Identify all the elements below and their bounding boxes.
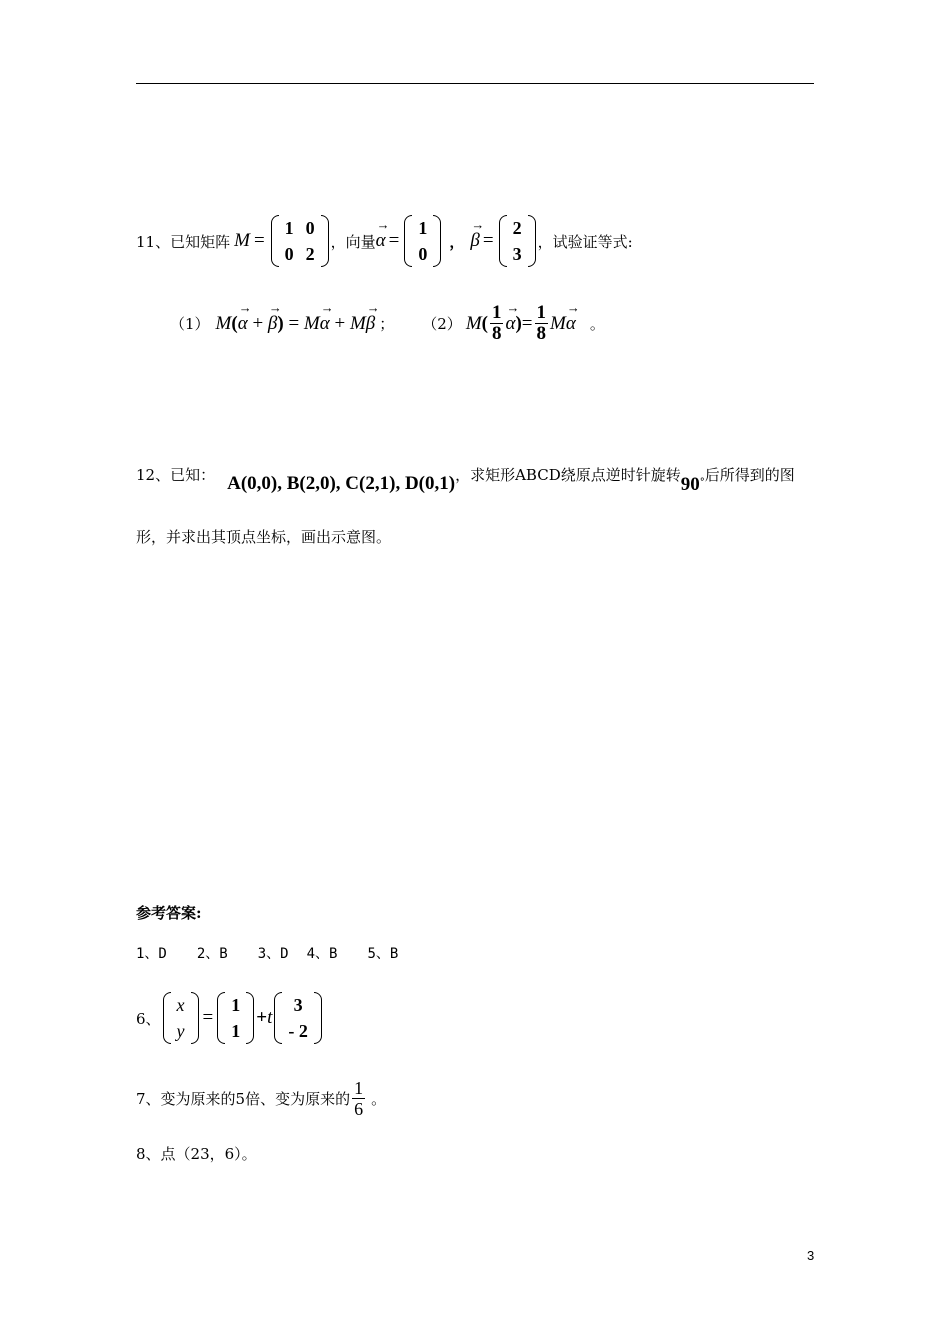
answer-5: 5、B — [367, 946, 399, 962]
problem-12-text2: ，求矩形ABCD绕原点逆时针旋转 — [455, 465, 681, 484]
matrix-m: 1 0 0 2 — [271, 215, 329, 267]
answer-6-point: 1 1 — [217, 992, 254, 1044]
problem-11: 11、 已知矩阵 M = 1 0 0 2 ，向量 → α = 1 0 ， → β = 2 3 ，试验证等式: — [136, 215, 633, 267]
part-1-label: （1） — [170, 315, 210, 333]
answer-2: 2、B — [196, 946, 228, 962]
answers-heading: 参考答案: — [136, 904, 202, 922]
vector-alpha: → α — [376, 230, 386, 252]
matrix-symbol-m: M — [234, 230, 250, 251]
answer-3: 3、D — [257, 946, 289, 962]
problem-11-text3: ，试验证等式: — [537, 232, 633, 251]
vector-alpha-value: 1 0 — [404, 215, 441, 267]
equals-sign: = — [253, 230, 265, 251]
problem-12-points: A(0,0), B(2,0), C(2,1), D(0,1) — [227, 473, 456, 494]
rotation-angle: 90 — [680, 474, 700, 495]
problem-11-parts: （1） M(→ α + → β) = M→ α + M→ β ； （2） M ( $\frac{1}{8}$ → α ) = $\frac{1}{8}$ M → α 。 — [170, 303, 605, 344]
problem-12-text1: 已知： — [170, 465, 216, 484]
header-rule — [136, 83, 814, 84]
problem-12: 12、 已知： A(0,0), B(2,0), C(2,1), D(0,1) ，求矩形ABCD绕原点逆时针旋转 90 ° 后所得到的图 — [136, 465, 795, 495]
answer-6: 6、 x y = 1 1 + t 3 - 2 — [136, 992, 324, 1044]
answer-6-direction: 3 - 2 — [274, 992, 322, 1044]
problem-11-number: 11、 — [136, 232, 171, 251]
answer-6-lhs: x y — [163, 992, 199, 1044]
answer-1: 1、D — [136, 946, 167, 962]
part-2-label: （2） — [422, 315, 462, 333]
answers-choices — [136, 943, 398, 963]
problem-11-text2: ，向量 — [330, 232, 376, 251]
problem-12-text3: 后所得到的图 — [704, 465, 795, 484]
page-number: 3 — [807, 1248, 815, 1263]
answer-8: 8、点（23，6）。 — [136, 1145, 257, 1163]
answer-4: 4、B — [306, 946, 338, 962]
answer-7-fraction: $\frac{1}{6}$ — [354, 1078, 364, 1119]
problem-11-text1: 已知矩阵 — [170, 232, 231, 251]
part-2-equation: M ( $\frac{1}{8}$ → α ) = $\frac{1}{8}$ M → α — [466, 303, 576, 344]
vector-beta: → β — [470, 230, 479, 252]
problem-12-line2: 形，并求出其顶点坐标，画出示意图。 — [136, 528, 392, 546]
answer-7: 7、变为原来的5倍、变为原来的 $\frac{1}{6}$ 。 — [136, 1078, 387, 1119]
vector-beta-value: 2 3 — [499, 215, 536, 267]
problem-12-number: 12、 — [136, 465, 171, 484]
part-1-equation: M(→ α + → β) = M→ α + M→ β — [216, 313, 376, 335]
